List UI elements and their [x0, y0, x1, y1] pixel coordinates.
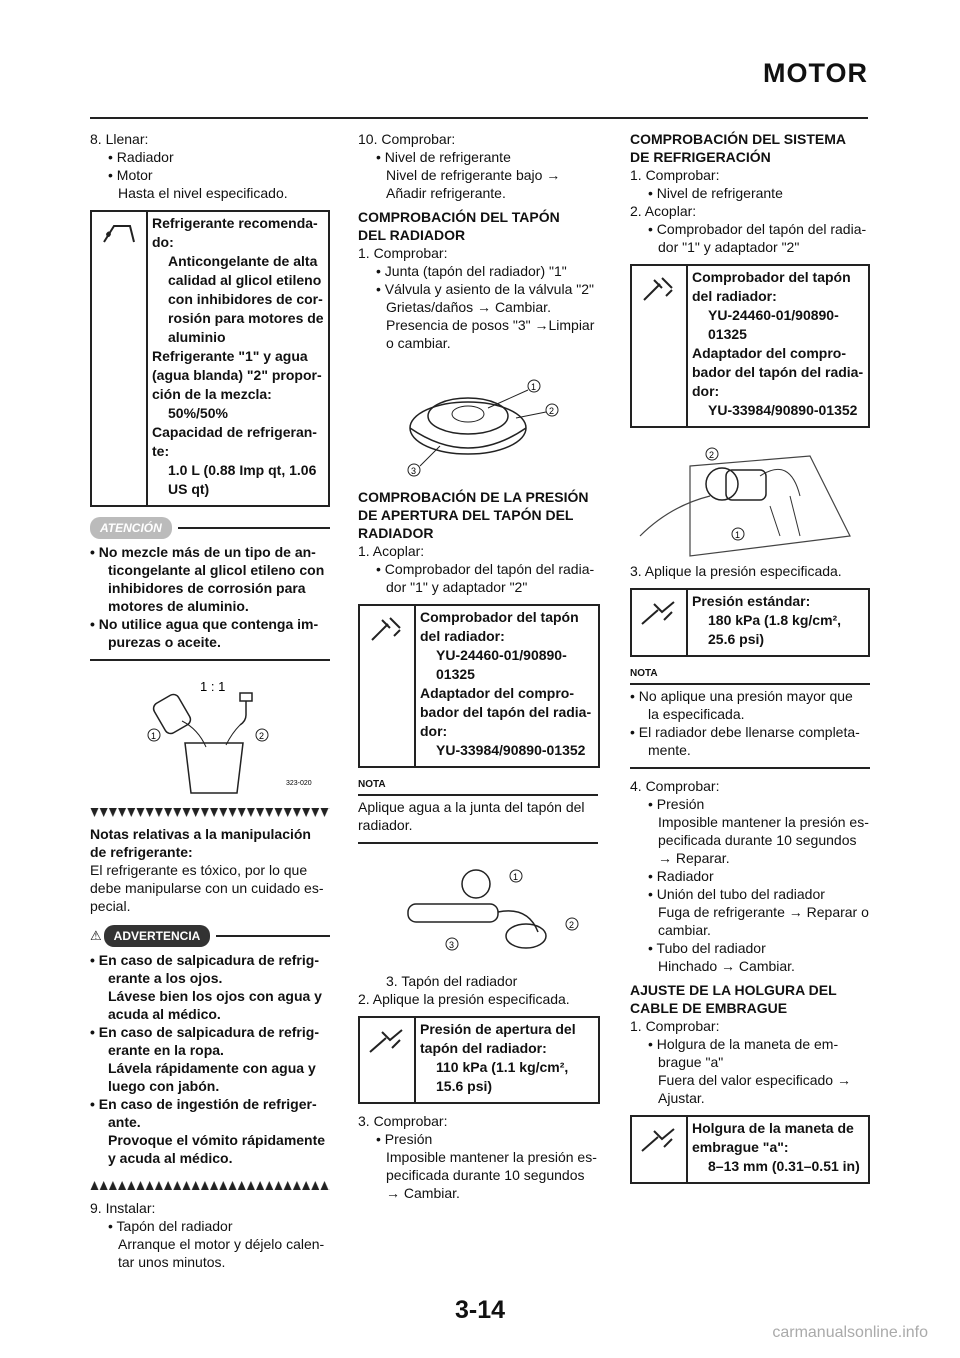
step-line: cambiar.: [658, 922, 711, 938]
note-line: radiador.: [358, 817, 413, 833]
step-line: • Comprobador del tapón del radia-: [376, 561, 595, 577]
step-line: 1. Comprobar:: [630, 1018, 720, 1034]
warning-line: • En caso de salpicadura de refrig-: [90, 1024, 319, 1040]
cap-tester-figure: [358, 852, 598, 972]
note-line: • El radiador debe llenarse completa-: [630, 724, 860, 740]
notes-line: El refrigerante es tóxico, por lo que: [90, 862, 308, 878]
step-line: • Holgura de la maneta de em-: [648, 1036, 839, 1052]
triangle-row-up-icon: [90, 1179, 330, 1191]
spec-line: embrague "a":: [692, 1139, 789, 1155]
step-line: • Radiador: [648, 868, 714, 884]
step-line: Ajustar.: [658, 1090, 705, 1106]
notes-title: [90, 825, 330, 861]
heading-line: COMPROBACIÓN DEL SISTEMA: [630, 131, 846, 147]
caution-line: • No mezcle más de un tipo de an-: [90, 544, 316, 560]
spec-line: dor:: [420, 723, 448, 739]
tool-icon: [360, 606, 416, 766]
notes-line: debe manipularse con un cuidado es-: [90, 880, 324, 896]
spec-line: te:: [152, 443, 170, 459]
step-line: • Nivel de refrigerante: [376, 149, 511, 165]
step-line: • Presión: [376, 1131, 433, 1147]
note-text: [630, 683, 870, 759]
notes-body: [90, 861, 330, 915]
spec-line: Presión de apertura del: [420, 1021, 576, 1037]
section-heading: [630, 130, 870, 166]
rule: [90, 659, 330, 661]
caution-line: • No utilice agua que contenga im-: [90, 616, 319, 632]
step-line: pecificada durante 10 segundos: [658, 832, 857, 848]
spec-box-tester: [358, 604, 600, 768]
spec-line: bador del tapón del radia-: [692, 364, 864, 380]
wrench-icon: [632, 1117, 688, 1182]
step-line: • Radiador: [108, 149, 174, 165]
spec-line: Adaptador del compro-: [692, 345, 847, 361]
note-line: Aplique agua a la junta del tapón del: [358, 799, 585, 815]
spec-box-standard-pressure: [630, 588, 870, 657]
svg-text:2: 2: [709, 450, 715, 460]
step-line: Hasta el nivel especificado.: [118, 185, 288, 201]
coolant-mix-figure: [90, 669, 330, 797]
fig-code: 323-020: [286, 780, 312, 787]
spec-line: ción de la mezcla:: [152, 386, 272, 402]
step-line: Presencia de posos "3" →Limpiar: [386, 317, 595, 333]
caution-header: [90, 517, 330, 539]
spec-line: 50%/50%: [168, 405, 228, 421]
warning-line: erante a los ojos.: [108, 970, 223, 986]
svg-text:2: 2: [259, 731, 265, 741]
section-heading: [358, 208, 598, 244]
spec-line: 180 kPa (1.8 kg/cm²,: [708, 612, 842, 628]
step-line: Imposible mantener la presión es-: [386, 1149, 597, 1165]
step-line: → Cambiar.: [386, 1185, 460, 1201]
rule: [216, 935, 330, 937]
spec-line: con inhibidores de cor-: [168, 291, 323, 307]
spec-line: 01325: [436, 666, 475, 682]
step-line: 1. Comprobar:: [630, 167, 720, 183]
step-line: Nivel de refrigerante bajo →: [386, 167, 561, 183]
spec-line: rosión para motores de: [168, 310, 324, 326]
spec-line: Holgura de la maneta de: [692, 1120, 854, 1136]
triangle-row-down-icon: [90, 807, 330, 819]
step-line: Añadir refrigerante.: [386, 185, 506, 201]
step-line: 3. Comprobar:: [358, 1113, 448, 1129]
step-line: pecificada durante 10 segundos: [386, 1167, 585, 1183]
spec-line: aluminio: [168, 329, 226, 345]
spec-box-text: [688, 266, 867, 426]
spec-line: YU-24460-01/90890-: [708, 307, 839, 323]
warning-line: Provoque el vómito rápidamente: [108, 1132, 326, 1148]
notes-line: pecial.: [90, 898, 131, 914]
spec-line: US qt): [168, 481, 210, 497]
column-1: [90, 130, 330, 1271]
header-rule: [90, 117, 868, 119]
warning-icon: ⚠: [90, 928, 102, 943]
spec-box-clutch-play: [630, 1115, 870, 1184]
step-line: Fuera del valor especificado →: [658, 1072, 851, 1088]
step-line: • Motor: [108, 167, 153, 183]
heading-line: CABLE DE EMBRAGUE: [630, 1000, 788, 1016]
step-line: • Junta (tapón del radiador) "1": [376, 263, 567, 279]
caution-line: motores de aluminio.: [108, 598, 249, 614]
spec-line: 01325: [708, 326, 747, 342]
heading-line: RADIADOR: [358, 525, 434, 541]
step-line: brague "a": [658, 1054, 724, 1070]
spec-line: Presión estándar:: [692, 593, 811, 609]
warning-line: luego con jabón.: [108, 1078, 220, 1094]
radiator-cap-figure: [358, 358, 598, 482]
radiator-cap-illustration: [358, 358, 598, 482]
radiator-test-photo: [630, 436, 870, 562]
fig-ratio: 1 : 1: [200, 679, 226, 694]
page-number: 3-14: [454, 1296, 506, 1324]
step-line: o cambiar.: [386, 335, 451, 351]
spec-box-text: [416, 1018, 580, 1102]
heading-line: DE APERTURA DEL TAPÓN DEL: [358, 507, 574, 523]
spec-line: dor:: [692, 383, 720, 399]
svg-text:1: 1: [735, 530, 741, 540]
step-line: • Tubo del radiador: [648, 940, 766, 956]
svg-text:1: 1: [513, 872, 519, 882]
triangle-row-down: [90, 805, 330, 817]
step-line: → Reparar.: [658, 850, 730, 866]
step-line: Imposible mantener la presión es-: [658, 814, 869, 830]
step-line: 3. Aplique la presión especificada.: [630, 563, 842, 579]
step-line: Arranque el motor y déjelo calen-: [118, 1236, 325, 1252]
spec-line: (agua blanda) "2" propor-: [152, 367, 322, 383]
note-label: NOTA: [358, 779, 386, 790]
step-line: Grietas/daños → Cambiar.: [386, 299, 551, 315]
spec-line: 8–13 mm (0.31–0.51 in): [708, 1158, 860, 1174]
note-line: • No aplique una presión mayor que: [630, 688, 853, 704]
column-2: [358, 130, 598, 1202]
step-line: • Comprobador del tapón del radia-: [648, 221, 867, 237]
heading-line: DE REFRIGERACIÓN: [630, 149, 771, 165]
note-line: la especificada.: [648, 706, 745, 722]
spec-line: YU-33984/90890-01352: [436, 742, 586, 758]
step-line: • Nivel de refrigerante: [648, 185, 783, 201]
step-line: • Unión del tubo del radiador: [648, 886, 825, 902]
rule: [358, 842, 598, 844]
spec-box-tester: [630, 264, 870, 428]
heading-line: DEL RADIADOR: [358, 227, 466, 243]
section-heading: [358, 488, 598, 542]
step-line: Fuga de refrigerante → Reparar o: [658, 904, 869, 920]
note-line: mente.: [648, 742, 691, 758]
heading-line: AJUSTE DE LA HOLGURA DEL: [630, 982, 837, 998]
spec-box-text: [688, 1117, 864, 1182]
warning-line: y acuda al médico.: [108, 1150, 233, 1166]
caution-line: purezas o aceite.: [108, 634, 221, 650]
page-title: MOTOR: [763, 58, 868, 88]
spec-line: 25.6 psi): [708, 631, 765, 647]
step-line: 1. Comprobar:: [358, 245, 448, 261]
svg-text:1: 1: [151, 731, 157, 741]
caption-line: 3. Tapón del radiador: [386, 973, 518, 989]
column-3: [630, 130, 870, 1192]
svg-text:3: 3: [411, 466, 417, 476]
step-line: dor "1" y adaptador "2": [386, 579, 528, 595]
heading-line: COMPROBACIÓN DE LA PRESIÓN: [358, 489, 589, 505]
spec-box-text: [416, 606, 595, 766]
spec-line: Capacidad de refrigeran-: [152, 424, 317, 440]
caution-text: [90, 543, 330, 651]
spec-line: del radiador:: [420, 628, 505, 644]
caution-line: ticongelante al glicol etileno con: [108, 562, 325, 578]
spec-box-text: [688, 590, 845, 655]
spec-line: del radiador:: [692, 288, 777, 304]
spec-line: Comprobador del tapón: [420, 609, 579, 625]
spec-line: bador del tapón del radia-: [420, 704, 592, 720]
step-line: 1. Acoplar:: [358, 543, 425, 559]
rule: [178, 527, 330, 529]
note-label: NOTA: [630, 668, 658, 679]
coolant-mix-illustration: [90, 669, 330, 797]
svg-text:3: 3: [449, 940, 455, 950]
wrench-icon: [632, 590, 688, 655]
step-line: tar unos minutos.: [118, 1254, 226, 1270]
step-line: 2. Aplique la presión especificada.: [358, 991, 570, 1007]
radiator-test-illustration: [630, 436, 870, 562]
warning-line: Lávese bien los ojos con agua y: [108, 988, 322, 1004]
spec-line: 15.6 psi): [436, 1078, 493, 1094]
tool-icon: [632, 266, 688, 426]
notes-title-line: Notas relativas a la manipulación: [90, 826, 311, 842]
warning-line: acuda al médico.: [108, 1006, 221, 1022]
spec-line: do:: [152, 234, 174, 250]
spec-line: Comprobador del tapón: [692, 269, 851, 285]
spec-line: YU-24460-01/90890-: [436, 647, 567, 663]
step-line: 10. Comprobar:: [358, 131, 456, 147]
heading-line: COMPROBACIÓN DEL TAPÓN: [358, 209, 560, 225]
triangle-row-up: [90, 1177, 330, 1189]
warning-label: ADVERTENCIA: [104, 925, 211, 947]
spec-line: 1.0 L (0.88 Imp qt, 1.06: [168, 462, 317, 478]
step-line: 4. Comprobar:: [630, 778, 720, 794]
warning-text: [90, 951, 330, 1167]
warning-line: • En caso de salpicadura de refrig-: [90, 952, 319, 968]
step-line: Hinchado → Cambiar.: [658, 958, 795, 974]
step-line: 2. Acoplar:: [630, 203, 697, 219]
step-line: • Presión: [648, 796, 705, 812]
spec-line: Adaptador del compro-: [420, 685, 575, 701]
cap-tester-illustration: [358, 852, 598, 972]
caution-line: inhibidores de corrosión para: [108, 580, 306, 596]
warning-line: erante en la ropa.: [108, 1042, 224, 1058]
step-line: dor "1" y adaptador "2": [658, 239, 800, 255]
svg-text:2: 2: [569, 920, 575, 930]
watermark: carmanualsonline.info: [772, 1324, 928, 1341]
warning-header: [90, 925, 330, 947]
warning-line: • En caso de ingestión de refriger-: [90, 1096, 317, 1112]
step-line: 9. Instalar:: [90, 1200, 156, 1216]
svg-text:2: 2: [549, 406, 555, 416]
warning-line: ante.: [108, 1114, 141, 1130]
step-line: • Tapón del radiador: [108, 1218, 233, 1234]
section-heading: [630, 981, 870, 1017]
rule: [630, 767, 870, 769]
liquid-drop-icon: [92, 212, 148, 505]
spec-line: Anticongelante de alta: [168, 253, 318, 269]
step-line: • Válvula y asiento de la válvula "2": [376, 281, 594, 297]
spec-line: Refrigerante "1" y agua: [152, 348, 308, 364]
notes-title-line: de refrigerante:: [90, 844, 193, 860]
svg-text:1: 1: [531, 382, 537, 392]
spec-box-coolant: [90, 210, 330, 507]
spec-line: YU-33984/90890-01352: [708, 402, 858, 418]
note-text: [358, 794, 598, 834]
step-line: 8. Llenar:: [90, 131, 149, 147]
warning-line: Lávela rápidamente con agua y: [108, 1060, 316, 1076]
spec-line: tapón del radiador:: [420, 1040, 547, 1056]
spec-box-text: [148, 212, 328, 505]
caution-label: ATENCIÓN: [90, 517, 172, 539]
spec-line: Refrigerante recomenda-: [152, 215, 318, 231]
spec-line: calidad al glicol etileno: [168, 272, 322, 288]
spec-line: 110 kPa (1.1 kg/cm²,: [436, 1059, 569, 1075]
spec-box-opening-pressure: [358, 1016, 600, 1104]
wrench-icon: [360, 1018, 416, 1102]
